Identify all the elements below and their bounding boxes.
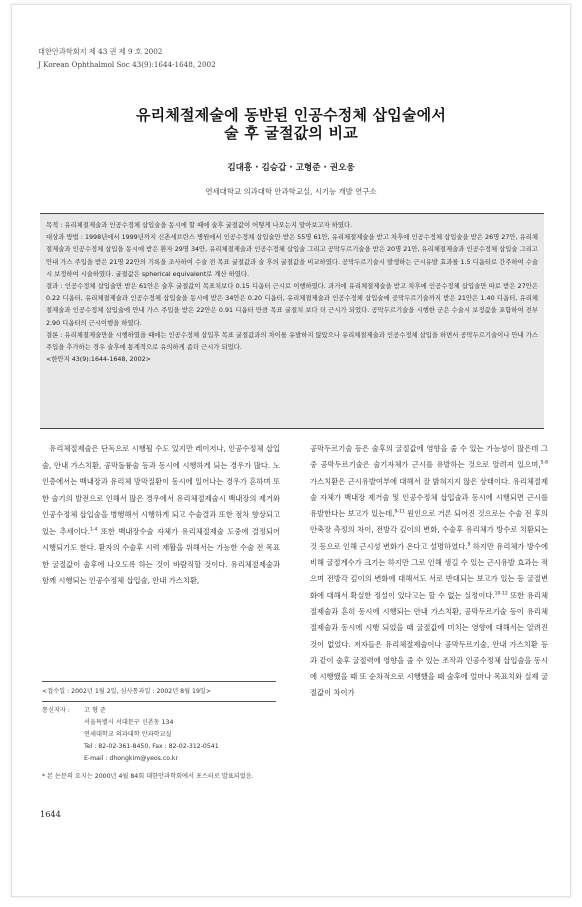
body-text: 또한 백내장수술 자체가 유리체절제술 도중에 결정되어 시행되기도 한다. 환자의 수술후 시력 재활을 위해서는 가능한 수술 전 목표한 굴절값이 술후에 나오도록 하는 것이 바람직할 것이다. 유리체절제술과 함께 시행되는 인공수정체 삽입술, 안내 가스치환, (42, 526, 280, 585)
body-text: 원인으로 거론 되어진 것으로는 수술 전 후의 안축장 측정의 차이, 전방각 깊이의 변화, 수술후 유리체가 방수로 치환되는 것 등으로 인해 근시성 변화가 온다고 설명하였다. (310, 509, 548, 551)
body-column-left (42, 441, 280, 590)
article-notes (42, 681, 276, 783)
reference-marker: 5-8 (540, 460, 548, 466)
reference-marker: 1-4 (90, 527, 98, 533)
body-text: 가스치환은 근시유발여부에 대해서 잘 밝혀지지 않은 상태이다. 유리체절제술 자체가 백내장 제거술 및 인공수정체 삽입술과 동시에 시행되면 근시를 유발한다는 보고가 있는데, (310, 476, 548, 519)
received-dates: <접수일 : 2002년 1월 2일, 심사통과일 : 2002년 8월 19일> (42, 688, 212, 695)
body-text: 하지만 유리체가 방수에 비해 굴절계수가 크기는 하지만 그로 인해 생길 수 있는 근시유발 효과는 적으며 전방각 깊이의 변화에 대해서도 서로 반대되는 보고가 있는 등 굴절변화에 대해서 확실한 정설이 있다고는 할 수 없는 실정이다. (310, 541, 548, 600)
abstract-conclusion: 결론 : 유리체절제술만을 시행하였을 때에는 인공수정체 삽입후 목표 굴절값과의 차이를 유발하지 않았으나 유리체절제술과 인공수정체 삽입을 하면서 공막두르기술이나 안내 가스 주입을 추가하는 경우 술후에 통계적으로 유의하게 좀더 근시가 되었다. (46, 331, 538, 352)
article-title (12, 106, 570, 142)
body-text: 또한 유리체절제술과 흔히 동시에 시행되는 안내 가스치환, 공막두르기술 등이 유리체절제술과 동시에 시행 되었을 때 굴절값에 미치는 영향에 대해서는 알려진 것이 없었다. 저자들은 유리체절제술이나 공막두르기술, 안내 가스치환 등과 같이 술후 굴절력에 영향을 줄 수 있는 조작과 인공수정체 삽입술을 동시에 시행했을 때 또 순차적으로 시행했을 때 술후에 얼마나 목표치와 실제 굴절값이 차이가 (310, 590, 548, 698)
journal-header (38, 45, 216, 71)
author-list: 김대흥 · 김승갑 · 고형준 · 권오웅 (227, 163, 355, 173)
journal-header-korean: 대한안과학회지 제 43 권 제 9 호 2002 (38, 47, 163, 56)
journal-page (11, 4, 571, 897)
journal-header-english: J Korean Ophthalmol Soc 43(9):1644-1648, 2002 (38, 60, 216, 69)
article-title-line1: 유리체절제술에 동반된 인공수정체 삽입술에서 (135, 106, 447, 124)
correspondence-label: 통신저자 : (42, 707, 70, 714)
body-paragraph (310, 441, 548, 702)
reference-marker: 9-11 (394, 509, 405, 515)
abstract-results: 결과 : 인공수정체 삽입술만 받은 61안은 술후 굴절값이 목표치보다 0.15 디옵터 근시로 이행하였다. 과거에 유리체절제술을 받고 차후에 인공수정체 삽입술만 따로 받은 27안은 0.22 디옵터, 유리체절제술과 인공수정체 삽입술을 동시에 받은 34안은 0.20 디옵터, 유리체절제술과 인공수정체 삽입술에 공막두르기술까지 받은 21안은 1.40 디옵터, 유리체절제술과 인공수정체 삽입술에 안내 가스 주입을 받은 22안은 0.91 디옵터 만큼 목표 굴절치 보다 더 근시가 되었다. 공막두르기술을 시행한 군은 수술시 보정값을 포함하여 전부 2.90 디옵터의 근시이행을 하였다. (46, 283, 538, 327)
article-title-line2: 술 후 굴절값의 비교 (224, 124, 358, 142)
page-number: 1644 (40, 809, 61, 819)
body-column-right (310, 441, 548, 702)
reference-marker: 10-12 (494, 591, 508, 597)
correspondence (42, 702, 276, 765)
presentation-footnote: * 본 논문의 요지는 2000년 4월 84회 대한안과학회에서 포스터로 발표되었음. (42, 773, 254, 780)
reference-marker: 9 (467, 542, 471, 548)
body-text: 공막두르기술 등은 술후의 굴절값에 영향을 줄 수 있는 가능성이 많은데 그중 공막두르기술은 술기자체가 근시를 유발하는 것으로 알려져 있으며, (310, 444, 548, 470)
abstract-purpose: 목적 : 유리체절제술과 인공수정체 삽입술을 동시에 할 때에 술후 굴절값이 어떻게 나오는지 알아보고자 하였다. (46, 222, 353, 229)
correspondence-email: E-mail : dhongkim@yeos.co.kr (84, 755, 179, 762)
abstract-citation: <한안지 43(9):1644-1648, 2002> (46, 356, 151, 364)
abstract-box (40, 213, 544, 429)
body-paragraph (42, 441, 280, 590)
correspondence-address: 서울특별시 서대문구 신촌동 134 (84, 719, 174, 726)
affiliation: 연세대학교 의과대학 안과학교실, 시기능 개발 연구소 (205, 187, 377, 196)
correspondence-phone: Tel : 82-02-361-8450, Fax : 82-02-312-0541 (84, 743, 219, 750)
abstract-methods: 대상과 방법 : 1998년에서 1999년까지 신촌세브란스 병원에서 인공수정체 삽입술만 받은 55명 61안, 유리체절제술을 받고 차후에 인공수정체 삽입술을 받은 26명 27안, 유리체절제술과 인공수정체 삽입을 동시에 받은 환자 29명 34안, 유리체절제술과 인공수정체 삽입술 그리고 공막두르기술을 받은 20명 21안, 유리체절제술과 인공수정체 삽입술 그리고 안내 가스 주입을 받은 21명 22안의 기록을 조사하여 수술 전 목표 굴절값과 술 후의 굴절값을 비교하였다. 공막두르기술시 발생하는 근시유발 효과를 1.5 디옵터로 간주하여 수술시 보정하여 시술하였다. 굴절값은 spherical equivalent로 계산 하였다. (46, 234, 538, 278)
body-text: 유리체절제술은 단독으로 시행될 수도 있지만 레이저나, 인공수정체 삽입술, 안내 가스치환, 공막돌륭술 등과 동시에 시행하게 되는 경우가 많다. 노인층에서는 백내장과 유리체 망막질환이 동시에 일어나는 경우가 흔하며 또한 술기의 발전으로 인해서 많은 경우에서 유리체절제술시 백내장의 제거와 인공수정체 삽입술을 병행해서 시행하게 되고 수술결과 또한 점차 향상되고 있는 추세이다. (42, 444, 280, 536)
correspondence-name: 고 형 준 (84, 707, 106, 714)
correspondence-dept: 연세대학교 의과대학 안과학교실 (84, 731, 172, 738)
